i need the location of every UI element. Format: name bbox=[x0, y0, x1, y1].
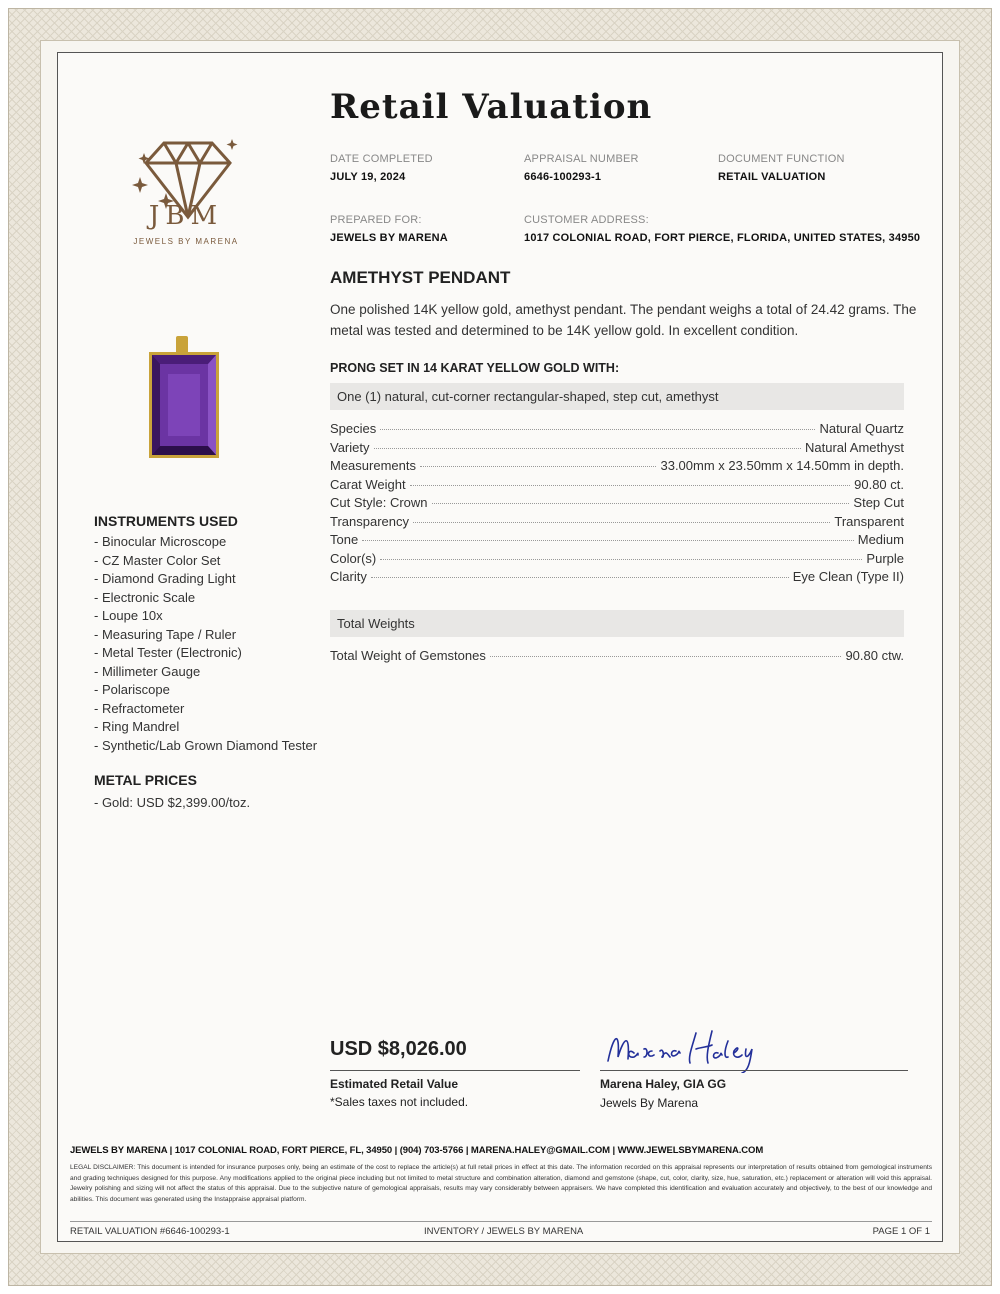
footer-right: PAGE 1 OF 1 bbox=[872, 1226, 930, 1237]
spec-row bbox=[330, 458, 904, 477]
valuation-note: *Sales taxes not included. bbox=[330, 1095, 469, 1109]
spec-label: Species bbox=[330, 421, 377, 436]
appraisal-number-label: APPRAISAL NUMBER bbox=[524, 153, 639, 165]
signature-underline bbox=[600, 1070, 908, 1071]
spec-value: Medium bbox=[857, 532, 904, 547]
spec-label: Measurements bbox=[330, 458, 416, 473]
total-weight-row bbox=[330, 648, 904, 667]
customer-address-label: CUSTOMER ADDRESS: bbox=[524, 214, 649, 226]
spec-value: 90.80 ct. bbox=[854, 476, 904, 492]
document-function-label: DOCUMENT FUNCTION bbox=[718, 153, 845, 165]
list-item: - Ring Mandrel bbox=[94, 719, 180, 734]
prepared-for-label: PREPARED FOR: bbox=[330, 214, 422, 226]
spec-label: Tone bbox=[330, 532, 359, 547]
list-item: - Diamond Grading Light bbox=[94, 571, 236, 586]
valuation-amount: USD $8,026.00 bbox=[330, 1038, 467, 1060]
date-completed-label: DATE COMPLETED bbox=[330, 153, 433, 165]
item-description: One polished 14K yellow gold, amethyst pendant. The pendant weighs a total of 24.42 grams. The metal was tested and determined to be 14K yellow gold. In excellent condition. bbox=[330, 302, 917, 338]
appraisal-number-value: 6646-100293-1 bbox=[524, 171, 602, 183]
amethyst-pendant-image bbox=[146, 336, 222, 462]
spec-label: Color(s) bbox=[330, 550, 377, 566]
metal-prices-heading: METAL PRICES bbox=[94, 772, 197, 788]
spec-row bbox=[330, 495, 904, 514]
list-item: - Gold: USD $2,399.00/toz. bbox=[94, 795, 251, 810]
total-weight-label: Total Weight of Gemstones bbox=[330, 648, 486, 663]
footer-center: INVENTORY / JEWELS BY MARENA bbox=[424, 1226, 584, 1237]
spec-label: Carat Weight bbox=[330, 476, 406, 492]
spec-row bbox=[330, 569, 904, 588]
spec-value: 33.00mm x 23.50mm x 14.50mm in depth. bbox=[660, 458, 904, 473]
leader-dots bbox=[420, 466, 657, 467]
list-item: - Millimeter Gauge bbox=[94, 663, 201, 679]
instruments-heading: INSTRUMENTS USED bbox=[94, 513, 238, 529]
list-item: - CZ Master Color Set bbox=[94, 552, 221, 568]
spec-value: Step Cut bbox=[853, 495, 904, 510]
spec-label: Variety bbox=[330, 439, 370, 455]
spec-value: Eye Clean (Type II) bbox=[792, 569, 904, 584]
footer-contact: JEWELS BY MARENA | 1017 COLONIAL ROAD, FORT PIERCE, FL, 34950 | (904) 703-5766 | MARENA.HALEY@GMAIL.COM | WWW.JEWELSBYMARENA.COM bbox=[70, 1145, 764, 1156]
prepared-for-value: JEWELS BY MARENA bbox=[330, 232, 448, 244]
spec-row bbox=[330, 440, 904, 459]
stone-summary: One (1) natural, cut-corner rectangular-shaped, step cut, amethyst bbox=[330, 383, 904, 410]
list-item: - Synthetic/Lab Grown Diamond Tester bbox=[94, 737, 318, 753]
metal-prices-list bbox=[94, 794, 250, 813]
leader-dots bbox=[413, 522, 830, 523]
valuation-label: Estimated Retail Value bbox=[330, 1077, 459, 1091]
valuation-underline bbox=[330, 1070, 580, 1071]
leader-dots bbox=[371, 577, 789, 578]
leader-dots bbox=[432, 503, 850, 504]
list-item: - Loupe 10x bbox=[94, 608, 163, 623]
list-item: - Electronic Scale bbox=[94, 589, 196, 605]
leader-dots bbox=[380, 559, 862, 560]
leader-dots bbox=[410, 485, 850, 486]
spec-value: Transparent bbox=[834, 513, 904, 529]
setting-heading: PRONG SET IN 14 KARAT YELLOW GOLD WITH: bbox=[330, 361, 620, 375]
footer-divider bbox=[70, 1221, 932, 1222]
list-item: - Binocular Microscope bbox=[94, 534, 227, 549]
logo-tagline: JEWELS BY MARENA bbox=[133, 237, 239, 246]
legal-disclaimer: LEGAL DISCLAIMER: This document is intended for insurance purposes only, being an estimate of the cost to replace the article(s) at full retail prices in effect at this date. The information recorded on this appraisal represents our interpretation of results obtained from gemological instruments and grading techniques designed for this purpose. Any modifications applied to the original piece including but not limited to metal structure and combination alteration, diamond and gemstone (shape, cut, color, clarity, size, hue, saturation, etc.) replacement or alteration will void this appraisal. Jewelry polishing and sizing will not affect the status of this appraisal. Due to the subjective nature of gemological appraisals, results may vary considerably between appraisers. We have completed this identification and evaluation accurately and objectively, to the best of our knowledge and abilities. This document was generated using the Instappraise appraisal platform. bbox=[70, 1164, 932, 1203]
footer-left: RETAIL VALUATION #6646-100293-1 bbox=[70, 1226, 230, 1237]
customer-address-value: 1017 COLONIAL ROAD, FORT PIERCE, FLORIDA, UNITED STATES, 34950 bbox=[524, 232, 921, 244]
signature-image bbox=[600, 1023, 760, 1073]
spec-row bbox=[330, 477, 904, 496]
list-item: - Refractometer bbox=[94, 700, 185, 716]
spec-value: Natural Amethyst bbox=[805, 439, 904, 455]
total-weights-heading: Total Weights bbox=[330, 610, 904, 637]
spec-row bbox=[330, 532, 904, 551]
spec-list bbox=[330, 421, 904, 588]
spec-label: Cut Style: Crown bbox=[330, 495, 428, 510]
document-function-value: RETAIL VALUATION bbox=[718, 171, 826, 183]
leader-dots bbox=[374, 448, 802, 449]
spec-label: Clarity bbox=[330, 569, 367, 584]
list-item: - Polariscope bbox=[94, 682, 170, 697]
spec-row bbox=[330, 514, 904, 533]
logo-monogram: JBM bbox=[148, 201, 224, 231]
spec-row bbox=[330, 551, 904, 570]
appraiser-name: Marena Haley, GIA GG bbox=[600, 1077, 727, 1091]
list-item: - Measuring Tape / Ruler bbox=[94, 626, 237, 642]
spec-label: Transparency bbox=[330, 513, 409, 529]
appraisal-page bbox=[57, 52, 943, 1242]
list-item: - Metal Tester (Electronic) bbox=[94, 645, 242, 660]
instruments-list bbox=[94, 533, 317, 755]
total-weight-value: 90.80 ctw. bbox=[845, 648, 904, 663]
item-title: AMETHYST PENDANT bbox=[330, 268, 511, 287]
appraiser-company: Jewels By Marena bbox=[600, 1096, 699, 1110]
date-completed-value: JULY 19, 2024 bbox=[330, 171, 406, 183]
leader-dots bbox=[362, 540, 854, 541]
leader-dots bbox=[380, 429, 815, 430]
spec-row bbox=[330, 421, 904, 440]
document-title: Retail Valuation bbox=[330, 87, 653, 127]
spec-value: Purple bbox=[866, 550, 904, 566]
spec-value: Natural Quartz bbox=[819, 421, 904, 436]
